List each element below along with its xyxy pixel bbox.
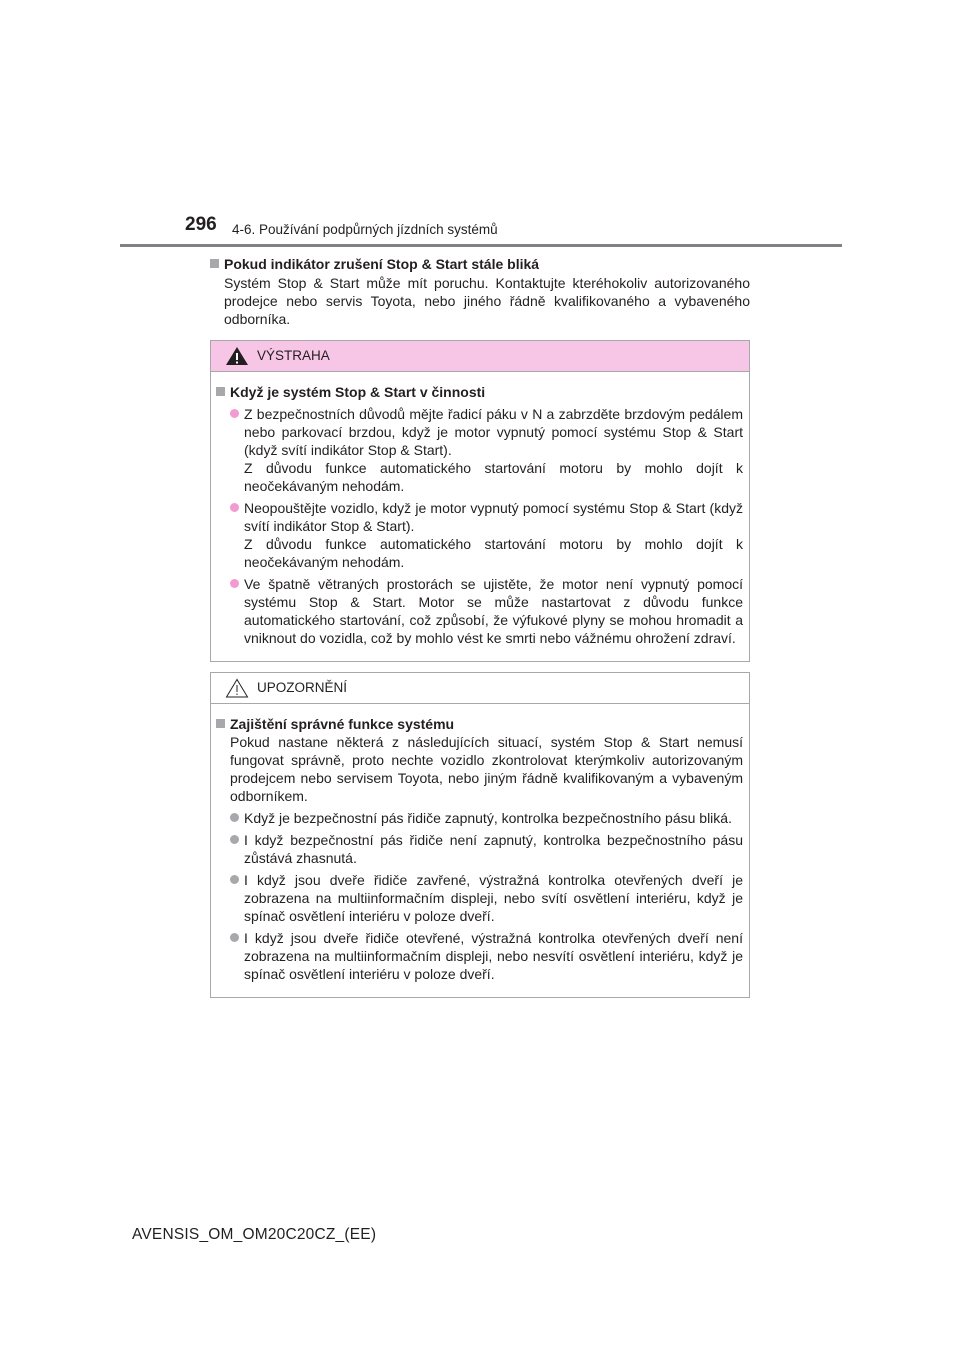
warning-heading-text: Když je systém Stop & Start v činnosti [230,384,486,400]
caution-heading [216,715,743,733]
round-bullet-icon [230,933,239,942]
intro-text: Systém Stop & Start může mít poruchu. Kontaktujte kteréhokoliv autorizovaného prodejce nebo servis Toyota, nebo jiného řádně kvalifikovaného a vybaveného odborníka. [224,275,750,327]
intro-section [210,255,750,328]
round-bullet-icon [230,503,239,512]
chapter-title: 4-6. Používání podpůrných jízdních systémů [232,222,498,237]
caution-bullet-text: I když jsou dveře řidiče otevřené, výstražná kontrolka otevřených dveří není zobrazena na multiinformačním displeji, nebo nesvítí osvětlení interiéru, když je spínač osvětlení interiéru v poloze dveří. [244,930,743,982]
warning-title: VÝSTRAHA [257,348,330,363]
header-rule [120,244,842,247]
square-bullet-icon [216,719,225,728]
model-code: AVENSIS_OM_OM20C20CZ_(EE) [132,1226,377,1243]
round-bullet-icon [230,813,239,822]
warning-bullet-line: Z důvodu funkce automatického startování motoru by mohlo dojít k neočekávaným nehodám. [244,460,743,494]
warning-bullet-line: Ve špatně větraných prostorách se ujistěte, že motor není vypnutý pomocí systému Stop & Start. Motor se může nastartovat z důvodu funkce automatického startování, což způsobí, že výfukové plyny se mohou hromadit a vniknout do vozidla, což by mohlo vést ke smrti nebo vážnému ohrožení zdraví. [244,576,743,646]
caution-title: UPOZORNĚNÍ [257,680,348,695]
round-bullet-icon [230,409,239,418]
caution-header [211,673,749,704]
caution-body [211,704,749,997]
warning-body [211,372,749,661]
page-number: 296 [185,214,217,235]
warning-box [210,340,750,662]
page-content [210,255,750,998]
warning-bullet-line: Z důvodu funkce automatického startování motoru by mohlo dojít k neočekávaným nehodám. [244,536,743,570]
warning-header [211,341,749,372]
caution-bullet [216,871,743,925]
caution-text: Pokud nastane některá z následujících situací, systém Stop & Start nemusí fungovat správně, proto nechte vozidlo zkontrolovat kterýmkoliv autorizovaným prodejcem nebo servisem Toyota, nebo jiným řádně kvalifikovaným a vybaveným odborníkem. [230,734,743,804]
round-bullet-icon [230,835,239,844]
round-bullet-icon [230,579,239,588]
warning-heading [216,383,743,401]
caution-bullet [216,809,743,827]
warning-triangle-icon [225,346,249,366]
intro-heading-text: Pokud indikátor zrušení Stop & Start stále bliká [224,256,540,272]
round-bullet-icon [230,875,239,884]
caution-bullet-text: Když je bezpečnostní pás řidiče zapnutý, kontrolka bezpečnostního pásu bliká. [244,810,732,826]
caution-heading-text: Zajištění správné funkce systému [230,716,455,732]
intro-heading [210,255,750,273]
caution-bullet-text: I když bezpečnostní pás řidiče není zapnutý, kontrolka bezpečnostního pásu zůstává zhasnutá. [244,832,743,866]
caution-bullet-text: I když jsou dveře řidiče zavřené, výstražná kontrolka otevřených dveří je zobrazena na multiinformačním displeji, nebo svítí osvětlení interiéru, když je spínač osvětlení interiéru v poloze dveří. [244,872,743,924]
warning-bullet-line: Z bezpečnostních důvodů mějte řadicí páku v N a zabrzděte brzdovým pedálem nebo parkovací brzdou, když je motor vypnutý pomocí systému Stop & Start (když svítí indikátor Stop & Start). [244,406,743,458]
square-bullet-icon [210,259,219,268]
caution-box [210,672,750,998]
warning-bullet-line: Neopouštějte vozidlo, když je motor vypnutý pomocí systému Stop & Start (když svítí indikátor Stop & Start). [244,500,743,534]
caution-bullet [216,831,743,867]
warning-bullet [216,405,743,495]
warning-bullet [216,499,743,571]
caution-triangle-outline-icon [225,678,249,698]
warning-bullet [216,575,743,647]
caution-bullet [216,929,743,983]
square-bullet-icon [216,387,225,396]
